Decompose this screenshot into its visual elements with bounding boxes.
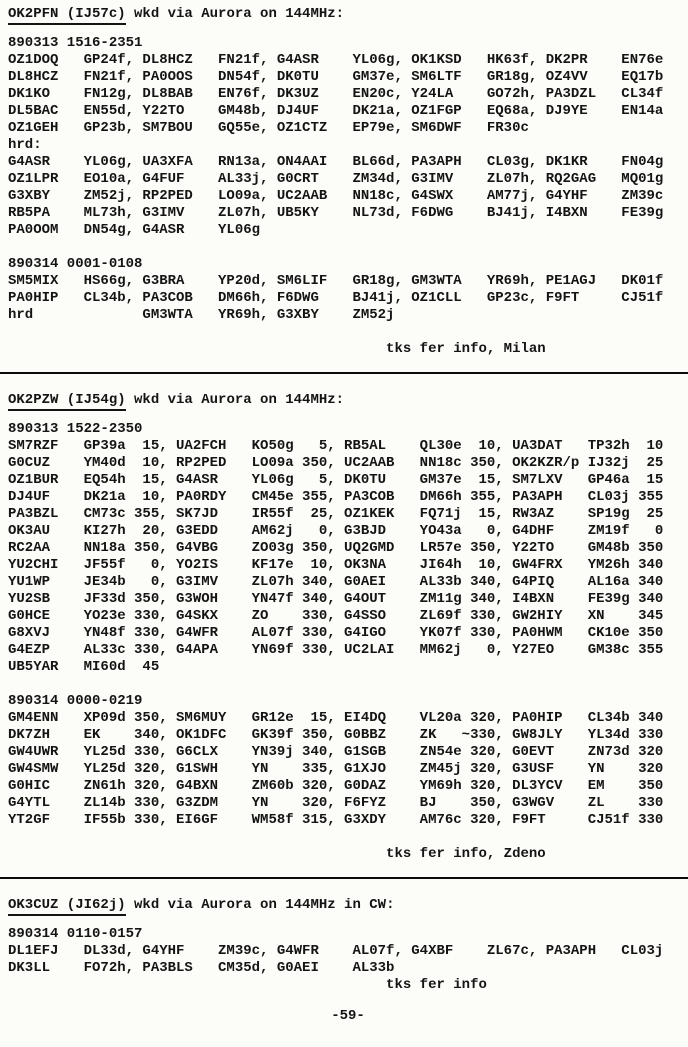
log-line: G0HCE YO23e 330, G4SKX ZO 330, G4SSO ZL69f 330, GW2HIY XN 345 (8, 608, 664, 624)
log-line (8, 676, 688, 693)
log-line: DK3LL FO72h, PA3BLS CM35d, G0AEI AL33b (8, 960, 395, 976)
page-number: -59- (331, 1008, 365, 1024)
log-line: hrd GM3WTA YR69h, G3XBY ZM52j (8, 307, 395, 323)
log-line: OZ1DOQ GP24f, DL8HCZ FN21f, G4ASR YL06g, OK1KSD HK63f, DK2PR EN76e (8, 52, 664, 68)
log-line (8, 829, 688, 846)
log-sections-container (8, 6, 688, 994)
credit-line: tks fer info (8, 977, 487, 993)
log-line: 890313 1516-2351 (8, 35, 143, 51)
log-line: PA3BZL CM73c 355, SK7JD IR55f 25, OZ1KEK FQ71j 15, RW3AZ SP19g 25 (8, 506, 664, 522)
log-line: RC2AA NN18a 350, G4VBG ZO03g 350, UQ2GMD LR57e 350, Y22TO GM48b 350 (8, 540, 664, 556)
log-line: G4EZP AL33c 330, G4APA YN69f 330, UC2LAI MM62j 0, Y27EO GM38c 355 (8, 642, 664, 658)
log-section (8, 392, 688, 863)
log-line (8, 324, 688, 341)
log-section (8, 6, 688, 358)
section-callsign: OK2PFN (IJ57c) (8, 6, 126, 25)
log-line: G8XVJ YN48f 330, G4WFR AL07f 330, G4IGO YK07f 330, PA0HWM CK10e 350 (8, 625, 664, 641)
credit-line: tks fer info, Milan (8, 341, 546, 357)
section-callsign: OK3CUZ (JI62j) (8, 897, 126, 916)
section-title-rest: wkd via Aurora on 144MHz: (125, 392, 345, 408)
log-line: G0HIC ZN61h 320, G4BXN ZM60b 320, G0DAZ YM69h 320, DL3YCV EM 350 (8, 778, 664, 794)
section-body (8, 35, 688, 358)
credit-line: tks fer info, Zdeno (8, 846, 546, 862)
section-body (8, 421, 688, 863)
log-line: DL5BAC EN55d, Y22TO GM48b, DJ4UF DK21a, OZ1FGP EQ68a, DJ9YE EN14a (8, 103, 664, 119)
log-line: 890313 1522-2350 (8, 421, 143, 437)
log-line: DK1KO FN12g, DL8BAB EN76f, DK3UZ EN20c, Y24LA GO72h, PA3DZL CL34f (8, 86, 664, 102)
log-line: DL8HCZ FN21f, PA0OOS DN54f, DK0TU GM37e, SM6LTF GR18g, OZ4VV EQ17b (8, 69, 664, 85)
log-line: G0CUZ YM40d 10, RP2PED LO09a 350, UC2AAB NN18c 350, OK2KZR/p IJ32j 25 (8, 455, 664, 471)
log-line: OZ1LPR EO10a, G4FUF AL33j, G0CRT ZM34d, G3IMV ZL07h, RQ2GAG MQ01g (8, 171, 664, 187)
log-line: G4YTL ZL14b 330, G3ZDM YN 320, F6FYZ BJ 350, G3WGV ZL 330 (8, 795, 664, 811)
section-divider (0, 372, 688, 374)
log-line: UB5YAR MI60d 45 (8, 659, 160, 675)
log-line: G4ASR YL06g, UA3XFA RN13a, ON4AAI BL66d, PA3APH CL03g, DK1KR FN04g (8, 154, 664, 170)
section-callsign: OK2PZW (IJ54g) (8, 392, 126, 411)
log-line: SM5MIX HS66g, G3BRA YP20d, SM6LIF GR18g, GM3WTA YR69h, PE1AGJ DK01f (8, 273, 664, 289)
section-title-rest: wkd via Aurora on 144MHz: (125, 6, 345, 22)
log-line: hrd: (8, 137, 42, 153)
log-line: DL1EFJ DL33d, G4YHF ZM39c, G4WFR AL07f, G4XBF ZL67c, PA3APH CL03j (8, 943, 664, 959)
log-line: 890314 0001-0108 (8, 256, 143, 272)
section-body (8, 926, 688, 994)
log-line: GW4UWR YL25d 330, G6CLX YN39j 340, G1SGB ZN54e 320, G0EVT ZN73d 320 (8, 744, 664, 760)
log-line: OZ1BUR EQ54h 15, G4ASR YL06g 5, DK0TU GM37e 15, SM7LXV GP46a 15 (8, 472, 664, 488)
section-title (8, 897, 688, 914)
log-line: 890314 0000-0219 (8, 693, 143, 709)
section-title (8, 392, 688, 409)
log-line: DK7ZH EK 340, OK1DFC GK39f 350, G0BBZ ZK ~330, GW8JLY YL34d 330 (8, 727, 664, 743)
section-title-rest: wkd via Aurora on 144MHz in CW: (125, 897, 395, 913)
section-divider (0, 877, 688, 879)
log-line: SM7RZF GP39a 15, UA2FCH KO50g 5, RB5AL QL30e 10, UA3DAT TP32h 10 (8, 438, 664, 454)
log-section (8, 897, 688, 994)
log-line: 890314 0110-0157 (8, 926, 143, 942)
log-line: YU1WP JE34b 0, G3IMV ZL07h 340, G0AEI AL33b 340, G4PIQ AL16a 340 (8, 574, 664, 590)
log-line: GW4SMW YL25d 320, G1SWH YN 335, G1XJO ZM45j 320, G3USF YN 320 (8, 761, 664, 777)
section-title (8, 6, 688, 23)
log-line: GM4ENN XP09d 350, SM6MUY GR12e 15, EI4DQ VL20a 320, PA0HIP CL34b 340 (8, 710, 664, 726)
log-line: PA0HIP CL34b, PA3COB DM66h, F6DWG BJ41j, OZ1CLL GP23c, F9FT CJ51f (8, 290, 664, 306)
log-line: OK3AU KI27h 20, G3EDD AM62j 0, G3BJD YO43a 0, G4DHF ZM19f 0 (8, 523, 664, 539)
log-line: OZ1GEH GP23b, SM7BOU GQ55e, OZ1CTZ EP79e, SM6DWF FR30c (8, 120, 529, 136)
log-line: DJ4UF DK21a 10, PA0RDY CM45e 355, PA3COB DM66h 355, PA3APH CL03j 355 (8, 489, 664, 505)
log-line: YU2CHI JF55f 0, YO2IS KF17e 10, OK3NA JI64h 10, GW4FRX YM26h 340 (8, 557, 664, 573)
log-line: RB5PA ML73h, G3IMV ZL07h, UB5KY NL73d, F6DWG BJ41j, I4BXN FE39g (8, 205, 664, 221)
log-line (8, 239, 688, 256)
log-line: YU2SB JF33d 350, G3WOH YN47f 340, G4OUT ZM11g 340, I4BXN FE39g 340 (8, 591, 664, 607)
log-line: YT2GF IF55b 330, EI6GF WM58f 315, G3XDY AM76c 320, F9FT CJ51f 330 (8, 812, 664, 828)
log-line: G3XBY ZM52j, RP2PED LO09a, UC2AAB NN18c, G4SWX AM77j, G4YHF ZM39c (8, 188, 664, 204)
log-line: PA0OOM DN54g, G4ASR YL06g (8, 222, 261, 238)
